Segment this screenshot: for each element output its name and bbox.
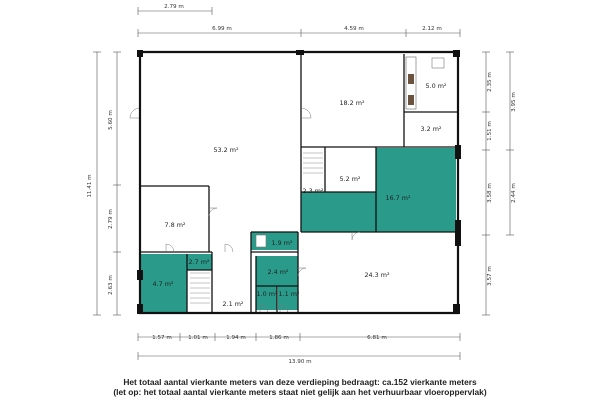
room-labels: [153, 82, 447, 308]
room-label-kitchen: 5.0 m²: [425, 82, 447, 90]
dim-top-3: 2.12 m: [422, 26, 442, 32]
room-label-teal-tiny-left: 2.7 m²: [188, 258, 210, 266]
room-label-right-small: 3.2 m²: [420, 125, 442, 133]
room-label-teal-mid: 2.4 m²: [267, 268, 289, 276]
room-label-left: 7.8 m²: [164, 221, 186, 229]
dim-right-4: 3.57 m: [487, 266, 493, 286]
dim-bottom-2: 1.01 m: [188, 335, 208, 341]
dim-right-outer-2: 2.44 m: [511, 183, 517, 203]
dim-left-1: 5.60 m: [108, 110, 114, 130]
footer-total-area: Het totaal aantal vierkante meters van deze verdieping bedraagt: ca.152 vierkante meters: [123, 377, 477, 387]
room-label-teal-wc-b: 1.1 m²: [278, 290, 300, 298]
dim-left-overall: 11.41 m: [87, 174, 93, 198]
room-label-lower-right: 24.3 m²: [364, 271, 390, 279]
dim-top-1: 6.99 m: [212, 26, 232, 32]
dim-bottom-5: 6.81 m: [367, 335, 387, 341]
room-label-teal-wc-a: 1.0 m²: [256, 290, 278, 298]
dim-bottom-1: 1.57 m: [152, 335, 172, 341]
dim-left-3: 2.63 m: [108, 275, 114, 295]
footer-disclaimer: (let op: het totaal aantal vierkante meters staat niet gelijk aan het verhuurbaar vloeroppervlak): [113, 387, 487, 397]
dim-top-upper: 2.79 m: [164, 4, 184, 10]
dim-bottom-3: 1.94 m: [226, 335, 246, 341]
room-label-main: 53.2 m²: [213, 146, 239, 154]
room-label-lower-left: 2.1 m²: [222, 300, 244, 308]
dim-bottom-4: 1.86 m: [269, 335, 289, 341]
room-label-teal-small-top: 1.9 m²: [271, 239, 293, 247]
room-label-teal-left: 4.7 m²: [152, 280, 174, 288]
room-label-center: 5.2 m²: [339, 175, 361, 183]
room-label-teal-large: 16.7 m²: [385, 194, 411, 202]
dim-left-2: 2.79 m: [108, 209, 114, 229]
dim-right-2: 1.51 m: [487, 121, 493, 141]
room-label-stairs: 2.3 m²: [302, 187, 324, 195]
room-label-top-middle: 18.2 m²: [339, 99, 365, 107]
dim-right-1: 2.35 m: [487, 72, 493, 92]
dim-right-outer-1: 3.95 m: [511, 92, 517, 112]
dim-bottom-overall: 13.90 m: [288, 359, 312, 365]
dim-top-2: 4.59 m: [344, 26, 364, 32]
dim-right-3: 3.58 m: [487, 183, 493, 203]
